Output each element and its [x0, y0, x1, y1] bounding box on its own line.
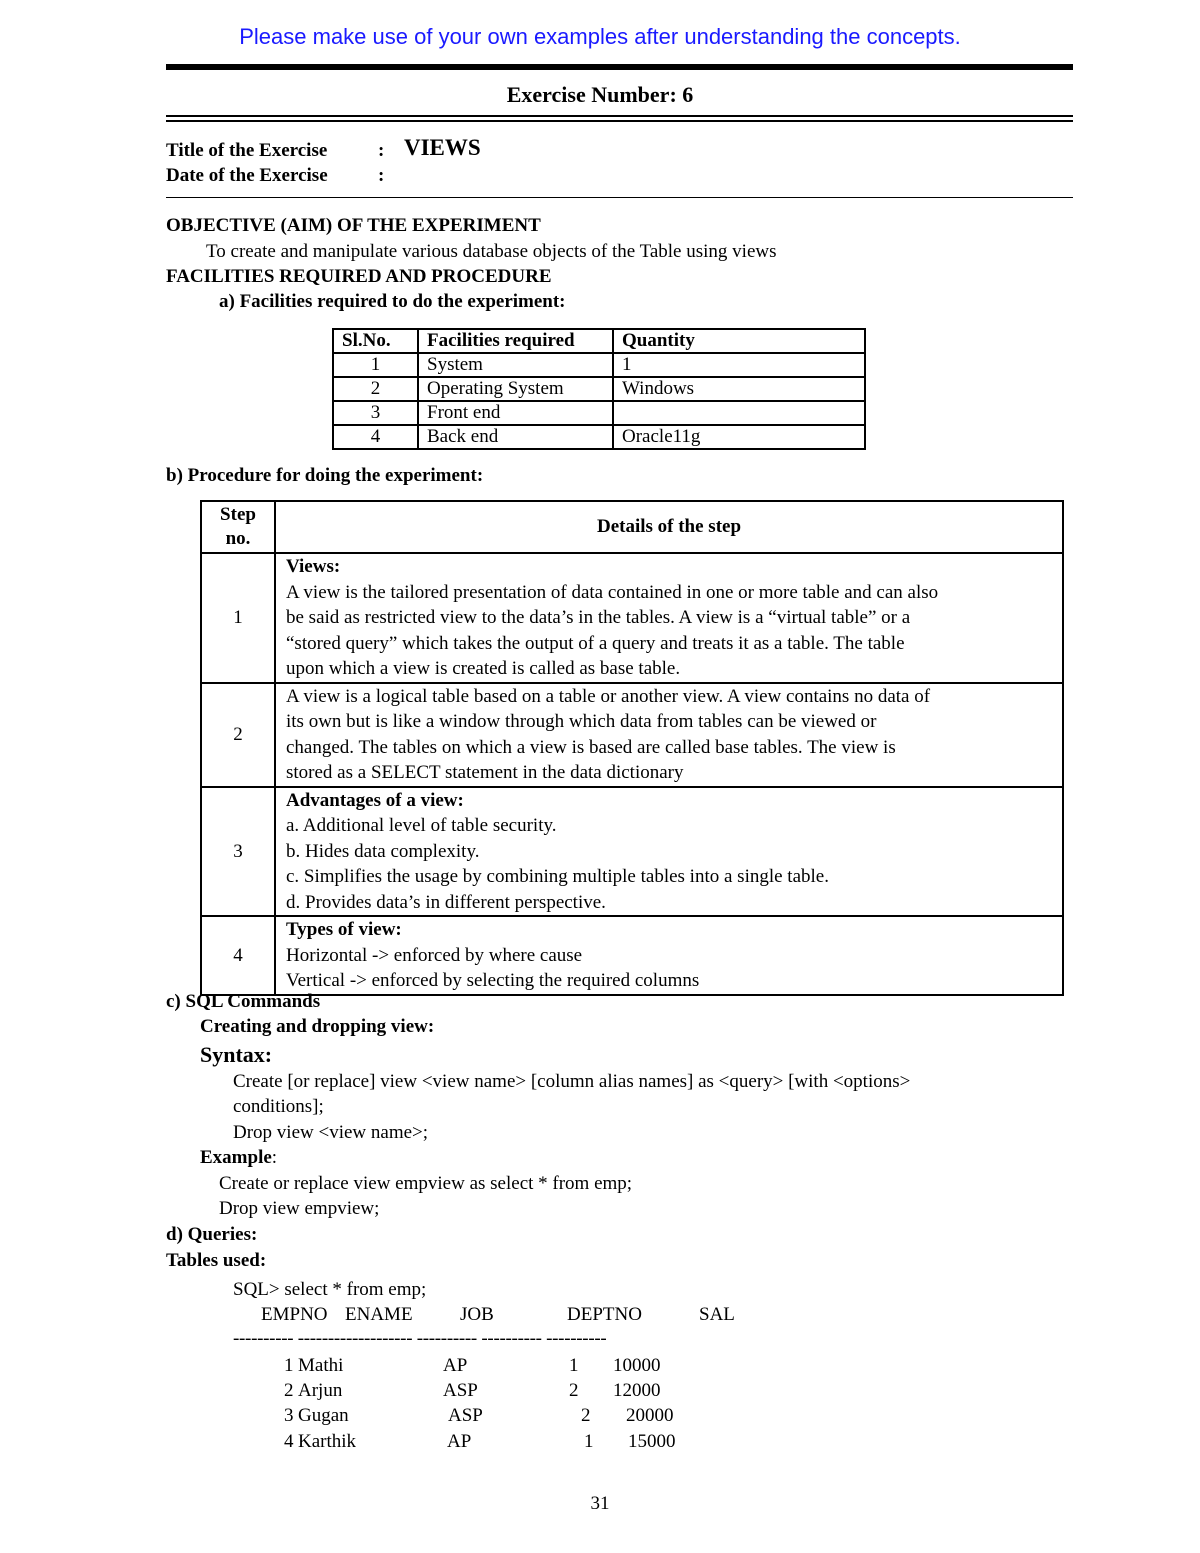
- sql-prompt: SQL> select * from emp;: [233, 1279, 427, 1300]
- objective-heading: OBJECTIVE (AIM) OF THE EXPERIMENT: [166, 215, 541, 236]
- cell-quantity: Oracle11g: [613, 425, 865, 449]
- sql-subheading: Creating and dropping view:: [200, 1016, 435, 1037]
- row-job: AP: [447, 1431, 472, 1452]
- step-line: c. Simplifies the usage by combining multiple tables into a single table.: [286, 866, 829, 887]
- row-deptno: 2: [581, 1405, 591, 1426]
- example-heading: [200, 1147, 277, 1169]
- cell-facility: Front end: [418, 401, 613, 425]
- col-deptno: DEPTNO: [567, 1304, 642, 1325]
- syntax-line: Drop view <view name>;: [233, 1122, 429, 1143]
- col-empno: EMPNO: [261, 1304, 328, 1325]
- step-line: Horizontal -> enforced by where cause: [286, 944, 583, 966]
- top-rule: [166, 64, 1073, 70]
- cell-slno: 2: [333, 377, 418, 401]
- step-line: its own but is like a window through which data from tables can be viewed or: [286, 711, 877, 732]
- col-sal: SAL: [699, 1304, 735, 1325]
- cell-slno: 1: [333, 353, 418, 377]
- example-line: Drop view empview;: [219, 1198, 380, 1219]
- step-details: [275, 916, 1063, 995]
- cell-quantity: Windows: [613, 377, 865, 401]
- row-job: ASP: [443, 1380, 478, 1401]
- cell-facility: System: [418, 353, 613, 377]
- step-line: changed. The tables on which a view is based are called base tables. The view is: [286, 736, 896, 758]
- table-row: [201, 787, 1063, 917]
- step-number: 4: [201, 916, 275, 995]
- cell-slno: 3: [333, 401, 418, 425]
- col-ename: ENAME: [345, 1304, 413, 1325]
- banner-note: Please make use of your own examples after understanding the concepts.: [239, 24, 961, 49]
- facilities-subheading: a) Facilities required to do the experiment:: [219, 291, 566, 312]
- row-deptno: 1: [569, 1355, 579, 1376]
- example-label: Example: [200, 1147, 272, 1168]
- row-sal: 15000: [628, 1431, 676, 1452]
- emp-separator: ---------- ------------------- ---------- ---------- ----------: [233, 1328, 607, 1349]
- step-line: “stored query” which takes the output of a query and treats it as a table. The table: [286, 632, 905, 654]
- cell-slno: 4: [333, 425, 418, 449]
- exercise-number: Exercise Number: 6: [506, 82, 694, 107]
- row-sal: 12000: [613, 1380, 661, 1401]
- col-quantity: Quantity: [613, 329, 865, 353]
- table-row: [201, 683, 1063, 787]
- cell-facility: Operating System: [418, 377, 613, 401]
- title-rule-2: [166, 120, 1073, 122]
- step-header-line1: Step: [220, 504, 256, 525]
- row-deptno: 1: [584, 1431, 594, 1452]
- row-job: ASP: [448, 1405, 483, 1426]
- table-row: [333, 353, 865, 377]
- sql-heading: c) SQL Commands: [166, 991, 321, 1012]
- row-sal: 20000: [626, 1405, 674, 1426]
- table-row: [333, 401, 865, 425]
- cell-facility: Back end: [418, 425, 613, 449]
- syntax-label: Syntax:: [200, 1042, 273, 1067]
- step-title: Advantages of a view:: [286, 789, 464, 811]
- step-line: d. Provides data’s in different perspective.: [286, 891, 606, 913]
- step-line: stored as a SELECT statement in the data dictionary: [286, 762, 684, 783]
- row-empno: 3: [284, 1405, 294, 1426]
- col-slno: Sl.No.: [333, 329, 418, 353]
- col-job: JOB: [460, 1304, 494, 1325]
- step-details: [275, 683, 1063, 787]
- syntax-line: Create [or replace] view <view name> [column alias names] as <query> [with <options>: [233, 1071, 911, 1092]
- row-job: AP: [443, 1355, 468, 1376]
- step-line: upon which a view is created is called as base table.: [286, 658, 681, 679]
- step-number: 3: [201, 787, 275, 917]
- row-deptno: 2: [569, 1380, 579, 1401]
- procedure-table: [200, 500, 1064, 996]
- procedure-header-row: [201, 501, 1063, 553]
- date-rule: [166, 197, 1073, 198]
- date-colon: :: [378, 165, 385, 186]
- row-empno: 1: [284, 1355, 294, 1376]
- title-rule-1: [166, 115, 1073, 117]
- col-facilities: Facilities required: [418, 329, 613, 353]
- row-ename: Karthik: [298, 1431, 357, 1452]
- step-number: 1: [201, 553, 275, 683]
- date-label: Date of the Exercise: [166, 165, 328, 186]
- row-ename: Gugan: [298, 1405, 349, 1426]
- table-row: [333, 377, 865, 401]
- step-line: A view is the tailored presentation of data contained in one or more table and can also: [286, 581, 939, 603]
- title-colon: :: [378, 140, 385, 161]
- table-row: [201, 916, 1063, 995]
- step-details: [275, 553, 1063, 683]
- cell-quantity: [613, 401, 865, 425]
- step-header-line2: no.: [225, 528, 251, 549]
- queries-heading: d) Queries:: [166, 1224, 258, 1245]
- title-label: Title of the Exercise: [166, 140, 328, 161]
- step-details: [275, 787, 1063, 917]
- table-row: [201, 553, 1063, 683]
- step-title: Types of view:: [286, 919, 402, 940]
- facilities-table: [332, 328, 866, 450]
- cell-quantity: 1: [613, 353, 865, 377]
- table-row: [333, 425, 865, 449]
- step-line: Vertical -> enforced by selecting the required columns: [286, 970, 700, 991]
- objective-text: To create and manipulate various database objects of the Table using views: [206, 241, 777, 262]
- row-ename: Arjun: [298, 1380, 343, 1401]
- example-line: Create or replace view empview as select * from emp;: [219, 1173, 633, 1194]
- step-title: Views:: [286, 556, 341, 577]
- col-step: [201, 501, 275, 553]
- col-details: Details of the step: [275, 501, 1063, 553]
- step-line: a. Additional level of table security.: [286, 815, 557, 836]
- step-line: A view is a logical table based on a table or another view. A view contains no data of: [286, 685, 931, 707]
- syntax-line: conditions];: [233, 1096, 324, 1117]
- step-number: 2: [201, 683, 275, 787]
- facilities-header-row: [333, 329, 865, 353]
- facilities-heading: FACILITIES REQUIRED AND PROCEDURE: [166, 266, 552, 287]
- step-line: be said as restricted view to the data’s in the tables. A view is a “virtual table” or a: [286, 607, 911, 628]
- row-ename: Mathi: [298, 1355, 344, 1376]
- example-colon: :: [271, 1147, 278, 1168]
- title-value: VIEWS: [404, 135, 481, 160]
- page-number: 31: [590, 1493, 610, 1514]
- step-line: b. Hides data complexity.: [286, 840, 480, 862]
- tables-used: Tables used:: [166, 1250, 267, 1271]
- procedure-heading: b) Procedure for doing the experiment:: [166, 465, 484, 486]
- row-empno: 2: [284, 1380, 294, 1401]
- row-empno: 4: [284, 1431, 294, 1452]
- row-sal: 10000: [613, 1355, 661, 1376]
